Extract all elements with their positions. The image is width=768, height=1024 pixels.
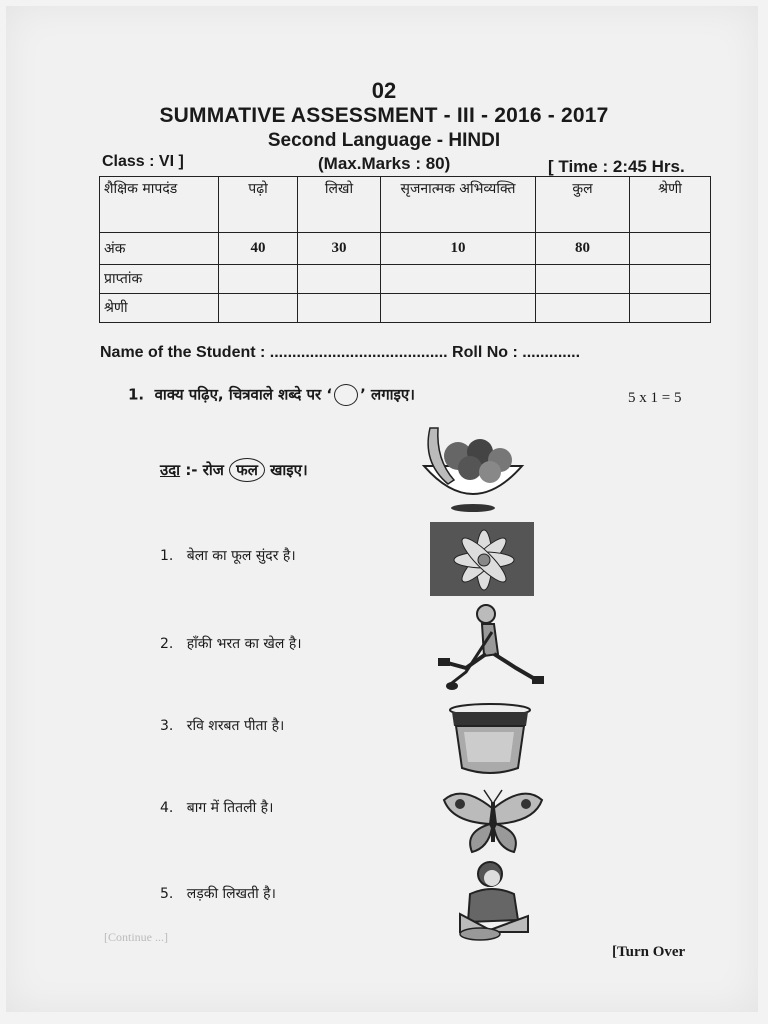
table-header: सृजनात्मक अभिव्यक्ति bbox=[381, 177, 536, 233]
table-header: लिखो bbox=[298, 177, 381, 233]
table-cell: 40 bbox=[219, 232, 298, 264]
marks-table bbox=[99, 176, 711, 323]
class-label: Class : VI ] bbox=[102, 153, 184, 170]
turn-over-label: [Turn Over bbox=[612, 944, 686, 960]
paper-code: 02 bbox=[371, 78, 397, 103]
table-cell bbox=[630, 293, 711, 322]
example-sep: :- रोज bbox=[185, 461, 224, 479]
list-item bbox=[160, 716, 284, 735]
circle-symbol-icon bbox=[334, 384, 358, 406]
table-header: कुल bbox=[536, 177, 630, 233]
table-cell bbox=[381, 265, 536, 294]
list-item bbox=[160, 634, 302, 653]
exam-title: SUMMATIVE ASSESSMENT - III - 2016 - 2017 bbox=[159, 104, 609, 127]
question-text-after: ’ लगाइए। bbox=[360, 385, 415, 404]
flower-icon bbox=[430, 522, 534, 596]
question-score: 5 x 1 = 5 bbox=[628, 390, 682, 406]
example-label: उदा bbox=[160, 461, 181, 479]
item-number: 3. bbox=[160, 718, 174, 734]
table-cell bbox=[219, 293, 298, 322]
table-cell bbox=[298, 293, 381, 322]
table-cell bbox=[536, 265, 630, 294]
bleed-through-text: [Continue ...] bbox=[104, 930, 168, 944]
item-text: हाँकी भरत का खेल है। bbox=[186, 636, 302, 652]
list-item bbox=[160, 546, 296, 565]
question-1 bbox=[128, 384, 415, 406]
table-cell: 80 bbox=[536, 232, 630, 264]
item-text: लड़की लिखती है। bbox=[186, 886, 276, 902]
table-cell bbox=[381, 293, 536, 322]
list-item bbox=[160, 884, 276, 903]
table-cell: 10 bbox=[381, 232, 536, 264]
item-text: बाग में तितली है। bbox=[186, 800, 274, 816]
student-name-line: Name of the Student : ........................................ Roll No : ............. bbox=[100, 344, 581, 361]
exam-subtitle: Second Language - HINDI bbox=[267, 130, 501, 151]
item-text: रवि शरबत पीता है। bbox=[186, 718, 285, 734]
girl-writing-icon bbox=[456, 860, 532, 942]
example-after: खाइए। bbox=[270, 461, 308, 479]
butterfly-icon bbox=[442, 788, 544, 856]
table-header: शैक्षिक मापदंड bbox=[100, 177, 219, 233]
table-cell bbox=[536, 293, 630, 322]
example-line bbox=[160, 458, 308, 482]
hockey-player-icon bbox=[436, 602, 548, 694]
table-cell bbox=[219, 265, 298, 294]
table-cell: अंक bbox=[100, 232, 219, 264]
table-cell: 30 bbox=[298, 232, 381, 264]
table-cell bbox=[630, 232, 711, 264]
glass-icon bbox=[448, 702, 532, 778]
max-marks: (Max.Marks : 80) bbox=[318, 154, 451, 173]
table-header: पढ़ो bbox=[219, 177, 298, 233]
item-number: 5. bbox=[160, 886, 174, 902]
item-text: बेला का फूल सुंदर है। bbox=[186, 548, 296, 564]
example-circled-word: फल bbox=[229, 458, 265, 482]
time-label: [ Time : 2:45 Hrs. bbox=[548, 157, 685, 176]
table-cell: प्राप्तांक bbox=[100, 265, 219, 294]
question-number: 1. bbox=[128, 385, 145, 404]
table-cell: श्रेणी bbox=[100, 293, 219, 322]
table-cell bbox=[630, 265, 711, 294]
list-item bbox=[160, 798, 273, 817]
question-text-before: वाक्य पढ़िए, चित्रवाले शब्दे पर ‘ bbox=[154, 385, 333, 404]
table-cell bbox=[298, 265, 381, 294]
item-number: 2. bbox=[160, 636, 174, 652]
fruit-bowl-icon bbox=[418, 422, 528, 514]
table-header: श्रेणी bbox=[630, 177, 711, 233]
item-number: 1. bbox=[160, 548, 174, 564]
item-number: 4. bbox=[160, 800, 174, 816]
